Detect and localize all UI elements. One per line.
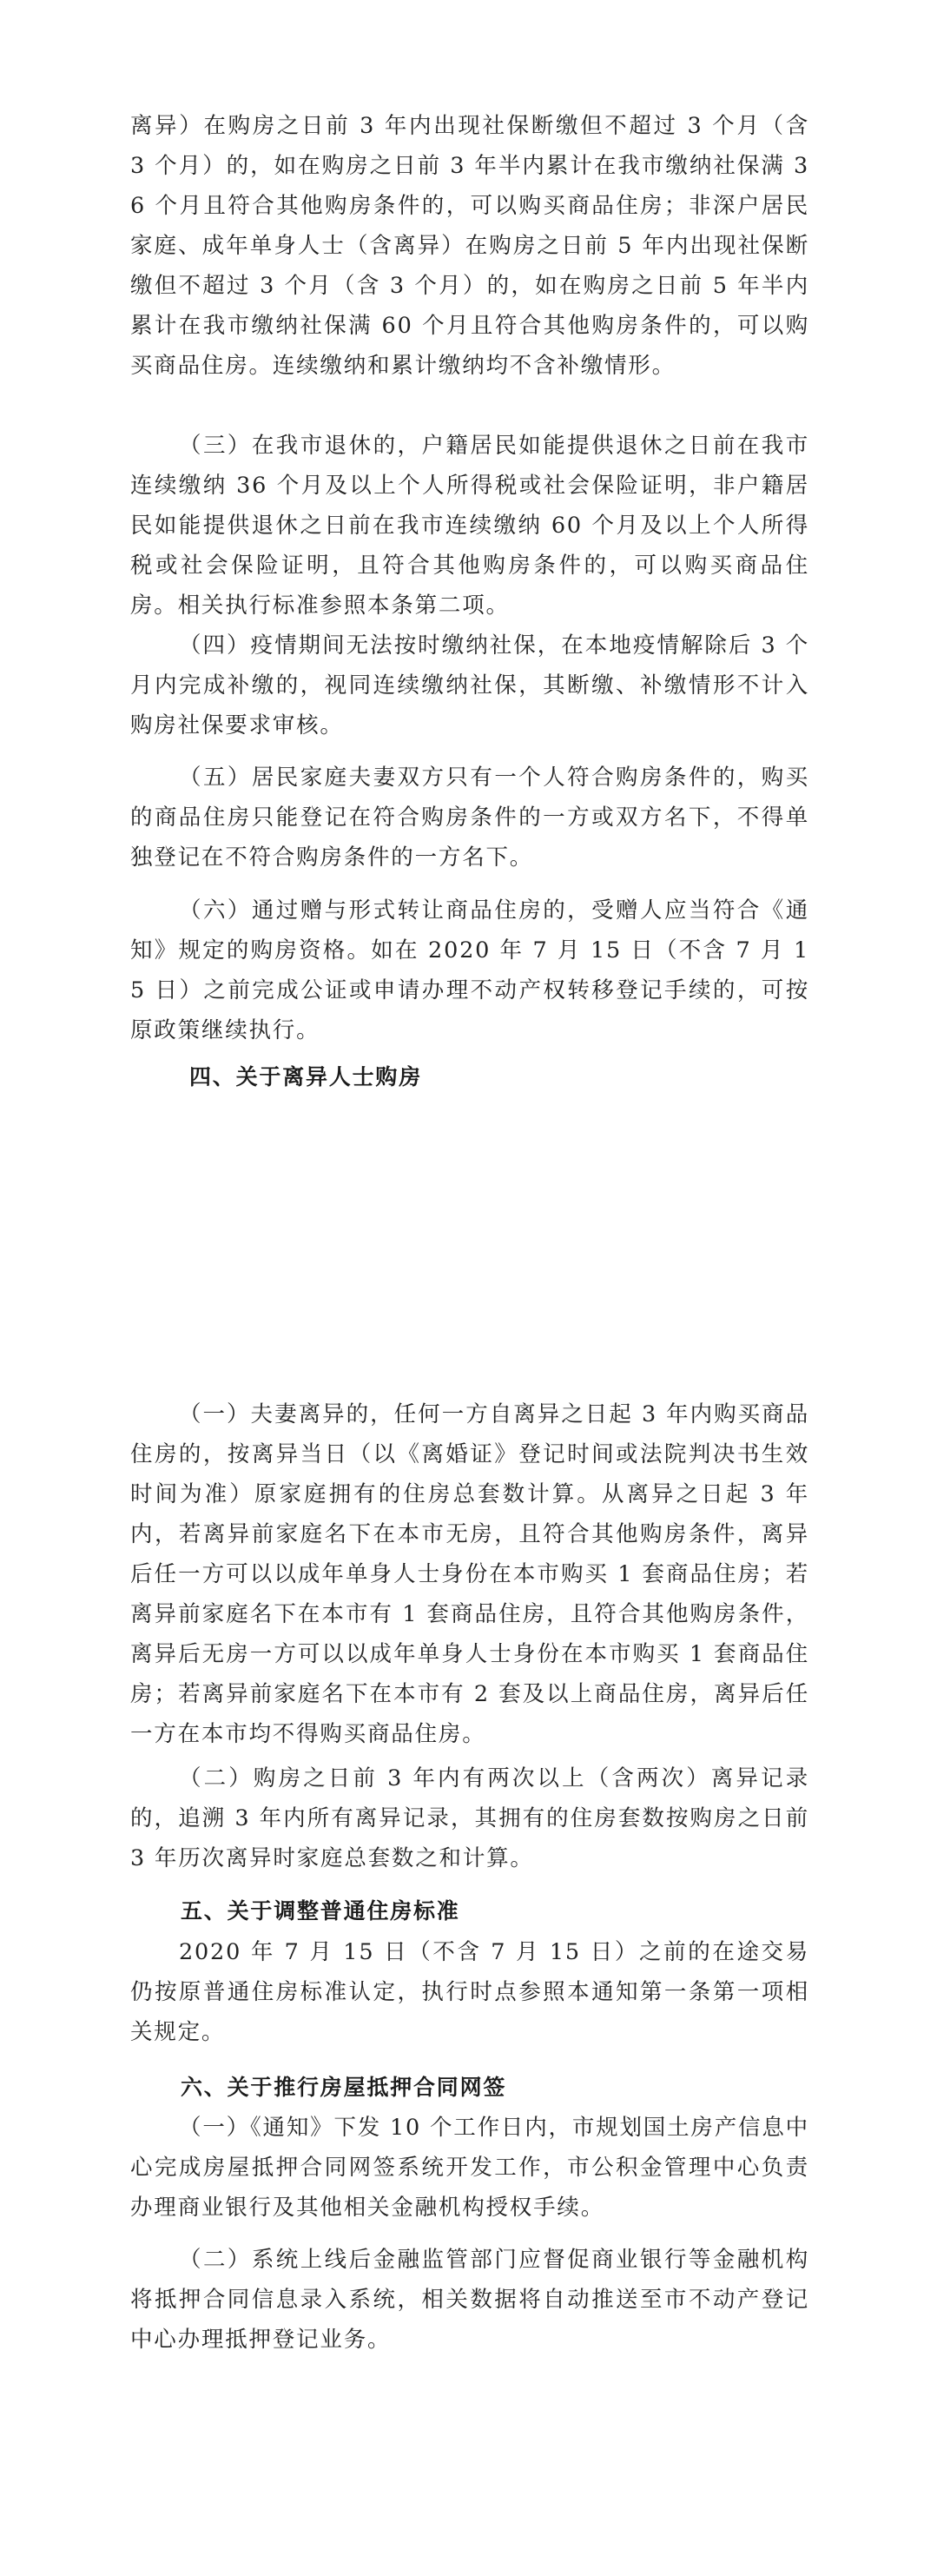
paragraph-3-6	[130, 891, 809, 1050]
paragraph-text: （三）在我市退休的，户籍居民如能提供退休之日前在我市连续缴纳 36 个月及以上个人所得税或社会保险证明，非户籍居民如能提供退休之日前在我市连续缴纳 60 个月及以上个人所得税或社会保险证明，且符合其他购房条件的，可以购买商品住房。相关执行标准参照本条第二项。	[130, 433, 809, 619]
section-heading: 六、关于推行房屋抵押合同网签	[181, 2075, 507, 2100]
paragraph-3-4	[130, 626, 809, 745]
paragraph-text: （一）《通知》下发 10 个工作日内，市规划国土房产信息中心完成房屋抵押合同网签系统开发工作，市公积金管理中心负责办理商业银行及其他相关金融机构授权手续。	[130, 2115, 809, 2221]
section-heading-4	[130, 1057, 809, 1097]
paragraph-text: （二）系统上线后金融监管部门应督促商业银行等金融机构将抵押合同信息录入系统，相关数据将自动推送至市不动产登记中心办理抵押登记业务。	[130, 2247, 809, 2353]
section-heading: 五、关于调整普通住房标准	[181, 1898, 460, 1924]
paragraph-text: 2020 年 7 月 15 日（不含 7 月 15 日）之前的在途交易仍按原普通住房标准认定，执行时点参照本通知第一条第一项相关规定。	[130, 1939, 809, 2045]
paragraph-text: （一）夫妻离异的，任何一方自离异之日起 3 年内购买商品住房的，按离异当日（以《离婚证》登记时间或法院判决书生效时间为准）原家庭拥有的住房总套数计算。从离异之日起 3 年内，若离异前家庭名下在本市无房，且符合其他购房条件，离异后任一方可以以成年单身人士身份在本市购买 1 套商品住房；若离异前家庭名下在本市有 1 套商品住房，且符合其他购房条件，离异后无房一方可以以成年单身人士身份在本市购买 1 套商品住房；若离异前家庭名下在本市有 2 套及以上商品住房，离异后任一方在本市均不得购买商品住房。	[130, 1401, 809, 1747]
section-heading-5	[130, 1891, 809, 1931]
paragraph-text: 离异）在购房之日前 3 年内出现社保断缴但不超过 3 个月（含 3 个月）的，如在购房之日前 3 年半内累计在我市缴纳社保满 36 个月且符合其他购房条件的，可以购买商品住房；非深户居民家庭、成年单身人士（含离异）在购房之日前 5 年内出现社保断缴但不超过 3 个月（含 3 个月）的，如在购房之日前 5 年半内累计在我市缴纳社保满 60 个月且符合其他购房条件的，可以购买商品住房。连续缴纳和累计缴纳均不含补缴情形。	[130, 113, 809, 379]
paragraph-6-2	[130, 2240, 809, 2360]
paragraph-5	[130, 1932, 809, 2052]
paragraph-text: （六）通过赠与形式转让商品住房的，受赠人应当符合《通知》规定的购房资格。如在 2020 年 7 月 15 日（不含 7 月 15 日）之前完成公证或申请办理不动产权转移登记手续的，可按原政策继续执行。	[130, 897, 809, 1043]
paragraph-4-2	[130, 1758, 809, 1878]
paragraph-4-1	[130, 1394, 809, 1754]
paragraph-6-1	[130, 2108, 809, 2228]
paragraph-3-3	[130, 426, 809, 626]
section-heading: 四、关于离异人士购房	[189, 1064, 423, 1089]
paragraph-social-security	[130, 106, 809, 386]
paragraph-text: （二）购房之日前 3 年内有两次以上（含两次）离异记录的，追溯 3 年内所有离异记录，其拥有的住房套数按购房之日前 3 年历次离异时家庭总套数之和计算。	[130, 1765, 809, 1871]
paragraph-3-5	[130, 758, 809, 877]
section-heading-6	[130, 2068, 809, 2108]
paragraph-text: （四）疫情期间无法按时缴纳社保，在本地疫情解除后 3 个月内完成补缴的，视同连续缴纳社保，其断缴、补缴情形不计入购房社保要求审核。	[130, 632, 809, 738]
paragraph-text: （五）居民家庭夫妻双方只有一个人符合购房条件的，购买的商品住房只能登记在符合购房条件的一方或双方名下，不得单独登记在不符合购房条件的一方名下。	[130, 765, 809, 871]
